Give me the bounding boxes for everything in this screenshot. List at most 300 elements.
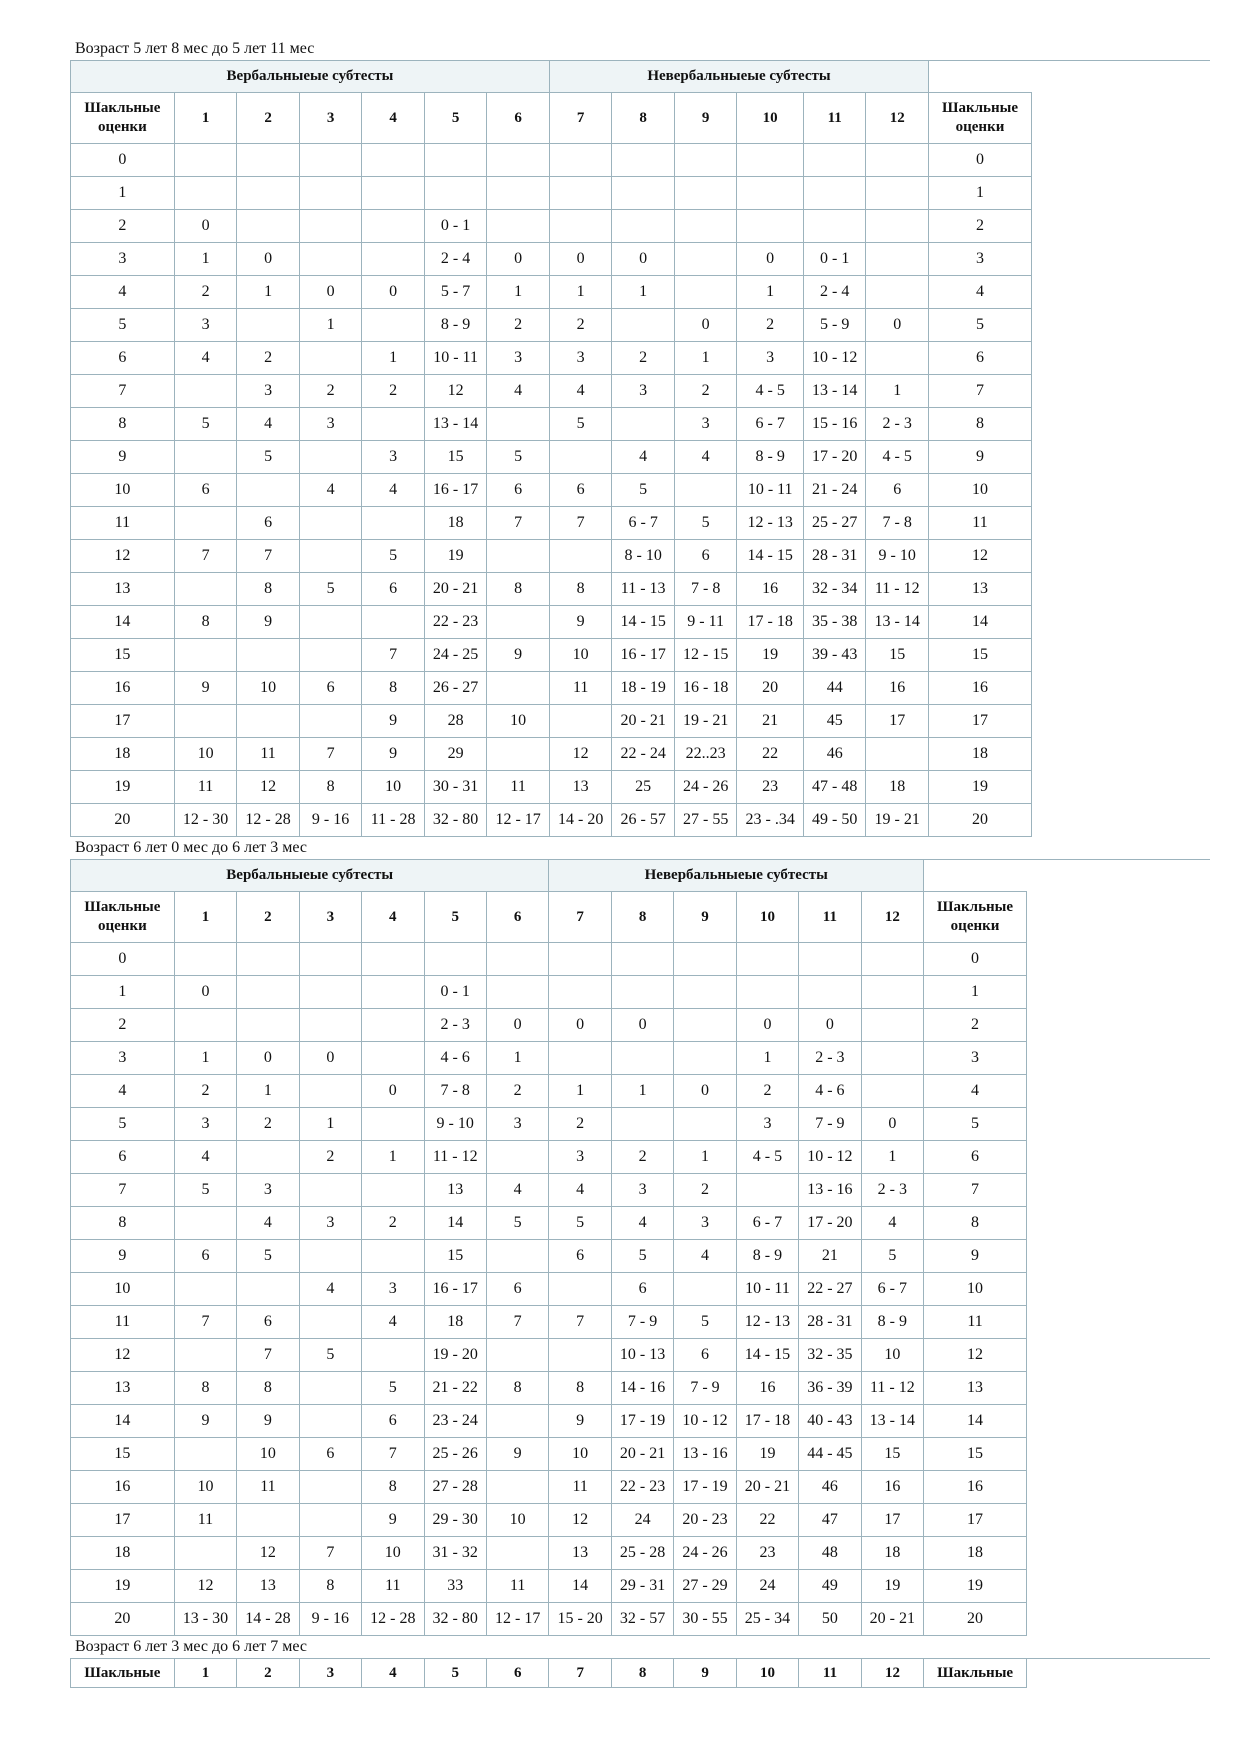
raw-score-cell: 16 - 17 (424, 474, 487, 507)
raw-score-cell (174, 441, 237, 474)
raw-score-cell: 5 (549, 408, 612, 441)
raw-score-cell: 10 (549, 1438, 611, 1471)
scale-score-cell: 13 (71, 1372, 175, 1405)
raw-score-cell (174, 705, 237, 738)
nonverbal-subtests-header: Невербальныеые субтесты (549, 860, 924, 892)
raw-score-cell: 0 (674, 1075, 736, 1108)
raw-score-cell: 4 (362, 474, 425, 507)
scale-score-cell: 9 (924, 1240, 1027, 1273)
raw-score-cell: 20 (737, 672, 804, 705)
raw-score-cell: 4 (299, 474, 362, 507)
raw-score-cell (861, 1042, 923, 1075)
raw-score-cell (549, 540, 612, 573)
raw-score-cell (866, 210, 929, 243)
raw-score-cell: 0 (174, 210, 237, 243)
subtest-header: 6 (487, 1659, 549, 1688)
raw-score-cell: 9 - 10 (866, 540, 929, 573)
raw-score-cell: 10 (362, 1537, 424, 1570)
raw-score-cell: 8 - 9 (861, 1306, 923, 1339)
raw-score-cell (424, 943, 486, 976)
raw-score-cell: 6 (362, 1405, 424, 1438)
raw-score-cell (424, 177, 487, 210)
subtest-header: 4 (362, 1659, 424, 1688)
raw-score-cell (486, 1471, 548, 1504)
subtest-header: 6 (486, 892, 548, 943)
raw-score-cell: 13 (424, 1174, 486, 1207)
raw-score-cell: 6 (174, 474, 237, 507)
raw-score-cell (549, 1339, 611, 1372)
raw-score-cell (549, 210, 612, 243)
raw-score-cell: 2 (549, 1108, 611, 1141)
raw-score-cell (174, 1207, 236, 1240)
raw-score-cell: 2 (174, 276, 237, 309)
raw-score-cell: 24 - 25 (424, 639, 487, 672)
scale-score-header: Шакльные оценки (928, 93, 1031, 144)
raw-score-cell: 15 (424, 441, 487, 474)
raw-score-cell (299, 1240, 361, 1273)
raw-score-cell: 0 (674, 309, 737, 342)
raw-score-cell: 9 - 11 (674, 606, 737, 639)
table-row (71, 1273, 1027, 1306)
raw-score-cell: 10 - 13 (611, 1339, 673, 1372)
scale-score-cell: 15 (924, 1438, 1027, 1471)
raw-score-cell: 49 (799, 1570, 861, 1603)
raw-score-cell (549, 144, 612, 177)
raw-score-cell (674, 474, 737, 507)
scale-score-cell: 6 (71, 1141, 175, 1174)
table-row (71, 1471, 1027, 1504)
raw-score-cell: 15 (424, 1240, 486, 1273)
raw-score-cell: 23 (736, 1537, 798, 1570)
raw-score-cell: 0 (362, 276, 425, 309)
raw-score-cell: 1 (237, 276, 300, 309)
raw-score-cell: 10 - 12 (803, 342, 866, 375)
raw-score-cell: 0 (737, 243, 804, 276)
raw-score-cell (362, 1009, 424, 1042)
scale-score-cell: 6 (71, 342, 175, 375)
divider (70, 60, 1210, 61)
raw-score-cell: 3 (549, 342, 612, 375)
scale-score-cell: 17 (928, 705, 1031, 738)
table-row (71, 804, 1032, 837)
raw-score-cell: 12 (549, 1504, 611, 1537)
raw-score-cell: 6 (174, 1240, 236, 1273)
raw-score-cell (612, 144, 675, 177)
raw-score-cell: 5 (549, 1207, 611, 1240)
raw-score-cell (866, 177, 929, 210)
raw-score-cell (549, 976, 611, 1009)
raw-score-cell: 4 (861, 1207, 923, 1240)
table-row (71, 1108, 1027, 1141)
raw-score-cell: 28 - 31 (799, 1306, 861, 1339)
raw-score-cell: 3 (674, 408, 737, 441)
raw-score-cell (611, 976, 673, 1009)
raw-score-cell: 14 - 15 (736, 1339, 798, 1372)
raw-score-cell: 0 (736, 1009, 798, 1042)
scale-score-cell: 17 (71, 1504, 175, 1537)
raw-score-cell: 1 (612, 276, 675, 309)
raw-score-cell (866, 144, 929, 177)
table-row (71, 1603, 1027, 1636)
raw-score-cell: 18 (861, 1537, 923, 1570)
subtest-header: 8 (611, 1659, 673, 1688)
raw-score-cell: 11 (362, 1570, 424, 1603)
scale-score-cell: 12 (71, 1339, 175, 1372)
raw-score-cell (362, 943, 424, 976)
norms-body (71, 144, 1032, 837)
scale-score-cell: 6 (924, 1141, 1027, 1174)
raw-score-cell (486, 943, 548, 976)
subtest-header: 5 (424, 1659, 486, 1688)
nonverbal-subtests-header: Невербальныеые субтесты (549, 61, 928, 93)
raw-score-cell: 12 - 13 (737, 507, 804, 540)
raw-score-cell: 16 - 17 (612, 639, 675, 672)
raw-score-cell (174, 1273, 236, 1306)
raw-score-cell: 14 - 15 (612, 606, 675, 639)
scale-score-header: Шакльные оценки (71, 93, 175, 144)
subtest-header: 7 (549, 93, 612, 144)
table-row (71, 1075, 1027, 1108)
raw-score-cell: 3 (486, 1108, 548, 1141)
raw-score-cell (799, 943, 861, 976)
raw-score-cell: 2 (549, 309, 612, 342)
raw-score-cell: 4 (674, 441, 737, 474)
raw-score-cell: 7 - 8 (674, 573, 737, 606)
scale-score-cell: 16 (71, 1471, 175, 1504)
raw-score-cell: 3 (174, 309, 237, 342)
raw-score-cell (674, 1108, 736, 1141)
raw-score-cell (362, 177, 425, 210)
scale-score-cell: 0 (71, 943, 175, 976)
raw-score-cell: 7 - 9 (799, 1108, 861, 1141)
raw-score-cell: 11 (549, 672, 612, 705)
subtest-header: 3 (299, 1659, 361, 1688)
raw-score-cell (237, 144, 300, 177)
raw-score-cell: 26 - 27 (424, 672, 487, 705)
raw-score-cell: 5 (299, 1339, 361, 1372)
raw-score-cell: 11 (174, 1504, 236, 1537)
raw-score-cell (237, 1273, 299, 1306)
raw-score-cell: 2 - 4 (803, 276, 866, 309)
raw-score-cell: 19 - 21 (674, 705, 737, 738)
raw-score-cell (174, 573, 237, 606)
scale-score-cell: 19 (71, 1570, 175, 1603)
raw-score-cell (174, 1339, 236, 1372)
raw-score-cell (362, 144, 425, 177)
subtest-header: 5 (424, 93, 487, 144)
raw-score-cell: 20 - 23 (674, 1504, 736, 1537)
scale-score-cell: 5 (71, 309, 175, 342)
raw-score-cell: 7 - 9 (611, 1306, 673, 1339)
raw-score-cell (299, 144, 362, 177)
raw-score-cell: 12 - 28 (237, 804, 300, 837)
raw-score-cell (674, 243, 737, 276)
raw-score-cell: 7 (299, 1537, 361, 1570)
scale-score-cell: 14 (71, 1405, 175, 1438)
raw-score-cell: 6 - 7 (612, 507, 675, 540)
scale-score-cell: 10 (71, 474, 175, 507)
scale-score-cell: 11 (928, 507, 1031, 540)
raw-score-cell: 4 - 5 (736, 1141, 798, 1174)
scale-score-cell: 3 (71, 243, 175, 276)
raw-score-cell: 8 (486, 1372, 548, 1405)
raw-score-cell: 9 (549, 606, 612, 639)
raw-score-cell: 15 - 20 (549, 1603, 611, 1636)
raw-score-cell: 3 (362, 1273, 424, 1306)
raw-score-cell: 47 (799, 1504, 861, 1537)
verbal-subtests-header: Вербальныеые субтесты (71, 61, 550, 93)
raw-score-cell (487, 540, 550, 573)
scale-score-cell: 13 (928, 573, 1031, 606)
subtest-header: 12 (866, 93, 929, 144)
scale-score-cell: 18 (924, 1537, 1027, 1570)
raw-score-cell: 20 - 21 (611, 1438, 673, 1471)
raw-score-cell: 9 (237, 1405, 299, 1438)
norms-table-1 (70, 60, 1032, 837)
subtest-header: 1 (174, 1659, 236, 1688)
subtest-header: 6 (487, 93, 550, 144)
raw-score-cell: 9 (237, 606, 300, 639)
table-row (71, 771, 1032, 804)
raw-score-cell: 48 (799, 1537, 861, 1570)
table-row (71, 943, 1027, 976)
scale-score-cell: 0 (924, 943, 1027, 976)
raw-score-cell (299, 1306, 361, 1339)
raw-score-cell: 5 (299, 573, 362, 606)
subtest-header: 7 (549, 1659, 611, 1688)
scale-score-cell: 12 (71, 540, 175, 573)
raw-score-cell (174, 507, 237, 540)
raw-score-cell: 25 - 26 (424, 1438, 486, 1471)
raw-score-cell (362, 309, 425, 342)
subtest-header: 12 (861, 892, 923, 943)
scale-score-cell: 2 (71, 210, 175, 243)
raw-score-cell: 16 (861, 1471, 923, 1504)
raw-score-cell (736, 943, 798, 976)
subtest-header: 11 (803, 93, 866, 144)
raw-score-cell: 4 (611, 1207, 673, 1240)
raw-score-cell: 9 - 10 (424, 1108, 486, 1141)
raw-score-cell: 10 - 11 (736, 1273, 798, 1306)
table-row (71, 1174, 1027, 1207)
table-row (71, 705, 1032, 738)
scale-score-cell: 17 (71, 705, 175, 738)
raw-score-cell: 4 (486, 1174, 548, 1207)
raw-score-cell: 32 - 80 (424, 804, 487, 837)
scale-score-cell: 20 (928, 804, 1031, 837)
scale-score-cell: 20 (71, 804, 175, 837)
raw-score-cell (237, 474, 300, 507)
raw-score-cell: 1 (362, 1141, 424, 1174)
table-row (71, 1537, 1027, 1570)
raw-score-cell: 4 (237, 408, 300, 441)
raw-score-cell (612, 309, 675, 342)
raw-score-cell: 40 - 43 (799, 1405, 861, 1438)
raw-score-cell: 10 (549, 639, 612, 672)
raw-score-cell (736, 1174, 798, 1207)
raw-score-cell: 6 - 7 (737, 408, 804, 441)
raw-score-cell: 17 - 20 (799, 1207, 861, 1240)
scale-score-cell: 10 (924, 1273, 1027, 1306)
scale-score-cell: 9 (71, 1240, 175, 1273)
norms-table-2 (70, 859, 1027, 1636)
age-title-2: Возраст 6 лет 0 мес до 6 лет 3 мес (75, 839, 307, 856)
raw-score-cell: 10 - 11 (737, 474, 804, 507)
raw-score-cell: 13 - 14 (803, 375, 866, 408)
raw-score-cell (612, 408, 675, 441)
raw-score-cell (866, 276, 929, 309)
table-row (71, 276, 1032, 309)
raw-score-cell: 8 - 10 (612, 540, 675, 573)
raw-score-cell: 9 (486, 1438, 548, 1471)
raw-score-cell (799, 976, 861, 1009)
raw-score-cell: 24 (736, 1570, 798, 1603)
raw-score-cell: 18 - 19 (612, 672, 675, 705)
raw-score-cell (611, 943, 673, 976)
raw-score-cell: 2 - 3 (866, 408, 929, 441)
raw-score-cell: 14 (549, 1570, 611, 1603)
raw-score-cell (299, 639, 362, 672)
raw-score-cell: 21 - 24 (803, 474, 866, 507)
raw-score-cell: 12 (237, 771, 300, 804)
document-page (70, 38, 1210, 1688)
table-row (71, 672, 1032, 705)
raw-score-cell (237, 705, 300, 738)
raw-score-cell: 29 - 31 (611, 1570, 673, 1603)
raw-score-cell: 44 (803, 672, 866, 705)
raw-score-cell: 8 (549, 1372, 611, 1405)
raw-score-cell: 13 (237, 1570, 299, 1603)
table-row (71, 1504, 1027, 1537)
raw-score-cell: 2 (299, 375, 362, 408)
scale-score-cell: 5 (71, 1108, 175, 1141)
raw-score-cell: 20 - 21 (736, 1471, 798, 1504)
subtest-header: 9 (674, 892, 736, 943)
raw-score-cell: 32 - 35 (799, 1339, 861, 1372)
raw-score-cell: 46 (799, 1471, 861, 1504)
scale-score-cell: 16 (928, 672, 1031, 705)
raw-score-cell: 22 - 23 (424, 606, 487, 639)
raw-score-cell: 5 (174, 408, 237, 441)
raw-score-cell: 11 (174, 771, 237, 804)
raw-score-cell: 28 (424, 705, 487, 738)
raw-score-cell (237, 309, 300, 342)
scale-score-cell: 15 (928, 639, 1031, 672)
raw-score-cell: 7 (362, 639, 425, 672)
raw-score-cell: 4 (237, 1207, 299, 1240)
raw-score-cell: 27 - 29 (674, 1570, 736, 1603)
raw-score-cell: 0 (299, 1042, 361, 1075)
raw-score-cell: 19 (737, 639, 804, 672)
scale-score-cell: 0 (71, 144, 175, 177)
raw-score-cell (549, 705, 612, 738)
raw-score-cell: 2 - 3 (424, 1009, 486, 1042)
raw-score-cell (299, 177, 362, 210)
raw-score-cell: 2 - 3 (861, 1174, 923, 1207)
table-row (71, 1042, 1027, 1075)
raw-score-cell (737, 177, 804, 210)
raw-score-cell: 0 (799, 1009, 861, 1042)
scale-score-cell: 7 (924, 1174, 1027, 1207)
raw-score-cell: 1 (549, 276, 612, 309)
subtest-header: 11 (799, 892, 861, 943)
raw-score-cell: 0 (861, 1108, 923, 1141)
raw-score-cell: 10 (861, 1339, 923, 1372)
raw-score-cell: 13 - 14 (866, 606, 929, 639)
raw-score-cell: 9 (549, 1405, 611, 1438)
raw-score-cell: 11 (487, 771, 550, 804)
raw-score-cell: 31 - 32 (424, 1537, 486, 1570)
raw-score-cell: 2 (674, 375, 737, 408)
raw-score-cell: 28 - 31 (803, 540, 866, 573)
raw-score-cell (299, 507, 362, 540)
scale-score-cell: 19 (924, 1570, 1027, 1603)
table-row (71, 1009, 1027, 1042)
raw-score-cell: 2 (237, 342, 300, 375)
table-row (71, 375, 1032, 408)
divider (70, 859, 1210, 860)
raw-score-cell: 4 (362, 1306, 424, 1339)
raw-score-cell (299, 441, 362, 474)
raw-score-cell: 19 - 20 (424, 1339, 486, 1372)
raw-score-cell (174, 1009, 236, 1042)
raw-score-cell: 8 (549, 573, 612, 606)
raw-score-cell (736, 976, 798, 1009)
raw-score-cell: 7 (174, 1306, 236, 1339)
raw-score-cell (612, 177, 675, 210)
table-row (71, 1372, 1027, 1405)
raw-score-cell: 0 - 1 (424, 210, 487, 243)
raw-score-cell: 7 - 8 (424, 1075, 486, 1108)
raw-score-cell: 6 (237, 1306, 299, 1339)
raw-score-cell: 12 (424, 375, 487, 408)
raw-score-cell: 17 - 19 (674, 1471, 736, 1504)
raw-score-cell (674, 210, 737, 243)
raw-score-cell (299, 210, 362, 243)
raw-score-cell: 18 (424, 1306, 486, 1339)
scale-score-cell: 5 (928, 309, 1031, 342)
raw-score-cell: 10 - 11 (424, 342, 487, 375)
raw-score-cell: 22 - 24 (612, 738, 675, 771)
scale-score-cell: 7 (928, 375, 1031, 408)
raw-score-cell (486, 1339, 548, 1372)
raw-score-cell (299, 606, 362, 639)
raw-score-cell: 0 (299, 276, 362, 309)
raw-score-cell (299, 1174, 361, 1207)
scale-score-cell: 19 (928, 771, 1031, 804)
raw-score-cell: 10 (237, 672, 300, 705)
raw-score-cell: 6 (299, 1438, 361, 1471)
raw-score-cell (803, 210, 866, 243)
raw-score-cell: 14 (424, 1207, 486, 1240)
table-row (71, 1438, 1027, 1471)
raw-score-cell (299, 1009, 361, 1042)
raw-score-cell (612, 210, 675, 243)
raw-score-cell: 50 (799, 1603, 861, 1636)
raw-score-cell: 1 (174, 243, 237, 276)
subtest-header: 9 (674, 93, 737, 144)
raw-score-cell: 32 - 80 (424, 1603, 486, 1636)
raw-score-cell: 2 (237, 1108, 299, 1141)
table-row (71, 1306, 1027, 1339)
raw-score-cell: 4 (487, 375, 550, 408)
raw-score-cell (362, 1042, 424, 1075)
raw-score-cell: 21 (737, 705, 804, 738)
raw-score-cell: 6 (486, 1273, 548, 1306)
raw-score-cell: 30 - 31 (424, 771, 487, 804)
raw-score-cell (299, 705, 362, 738)
raw-score-cell: 13 - 16 (799, 1174, 861, 1207)
